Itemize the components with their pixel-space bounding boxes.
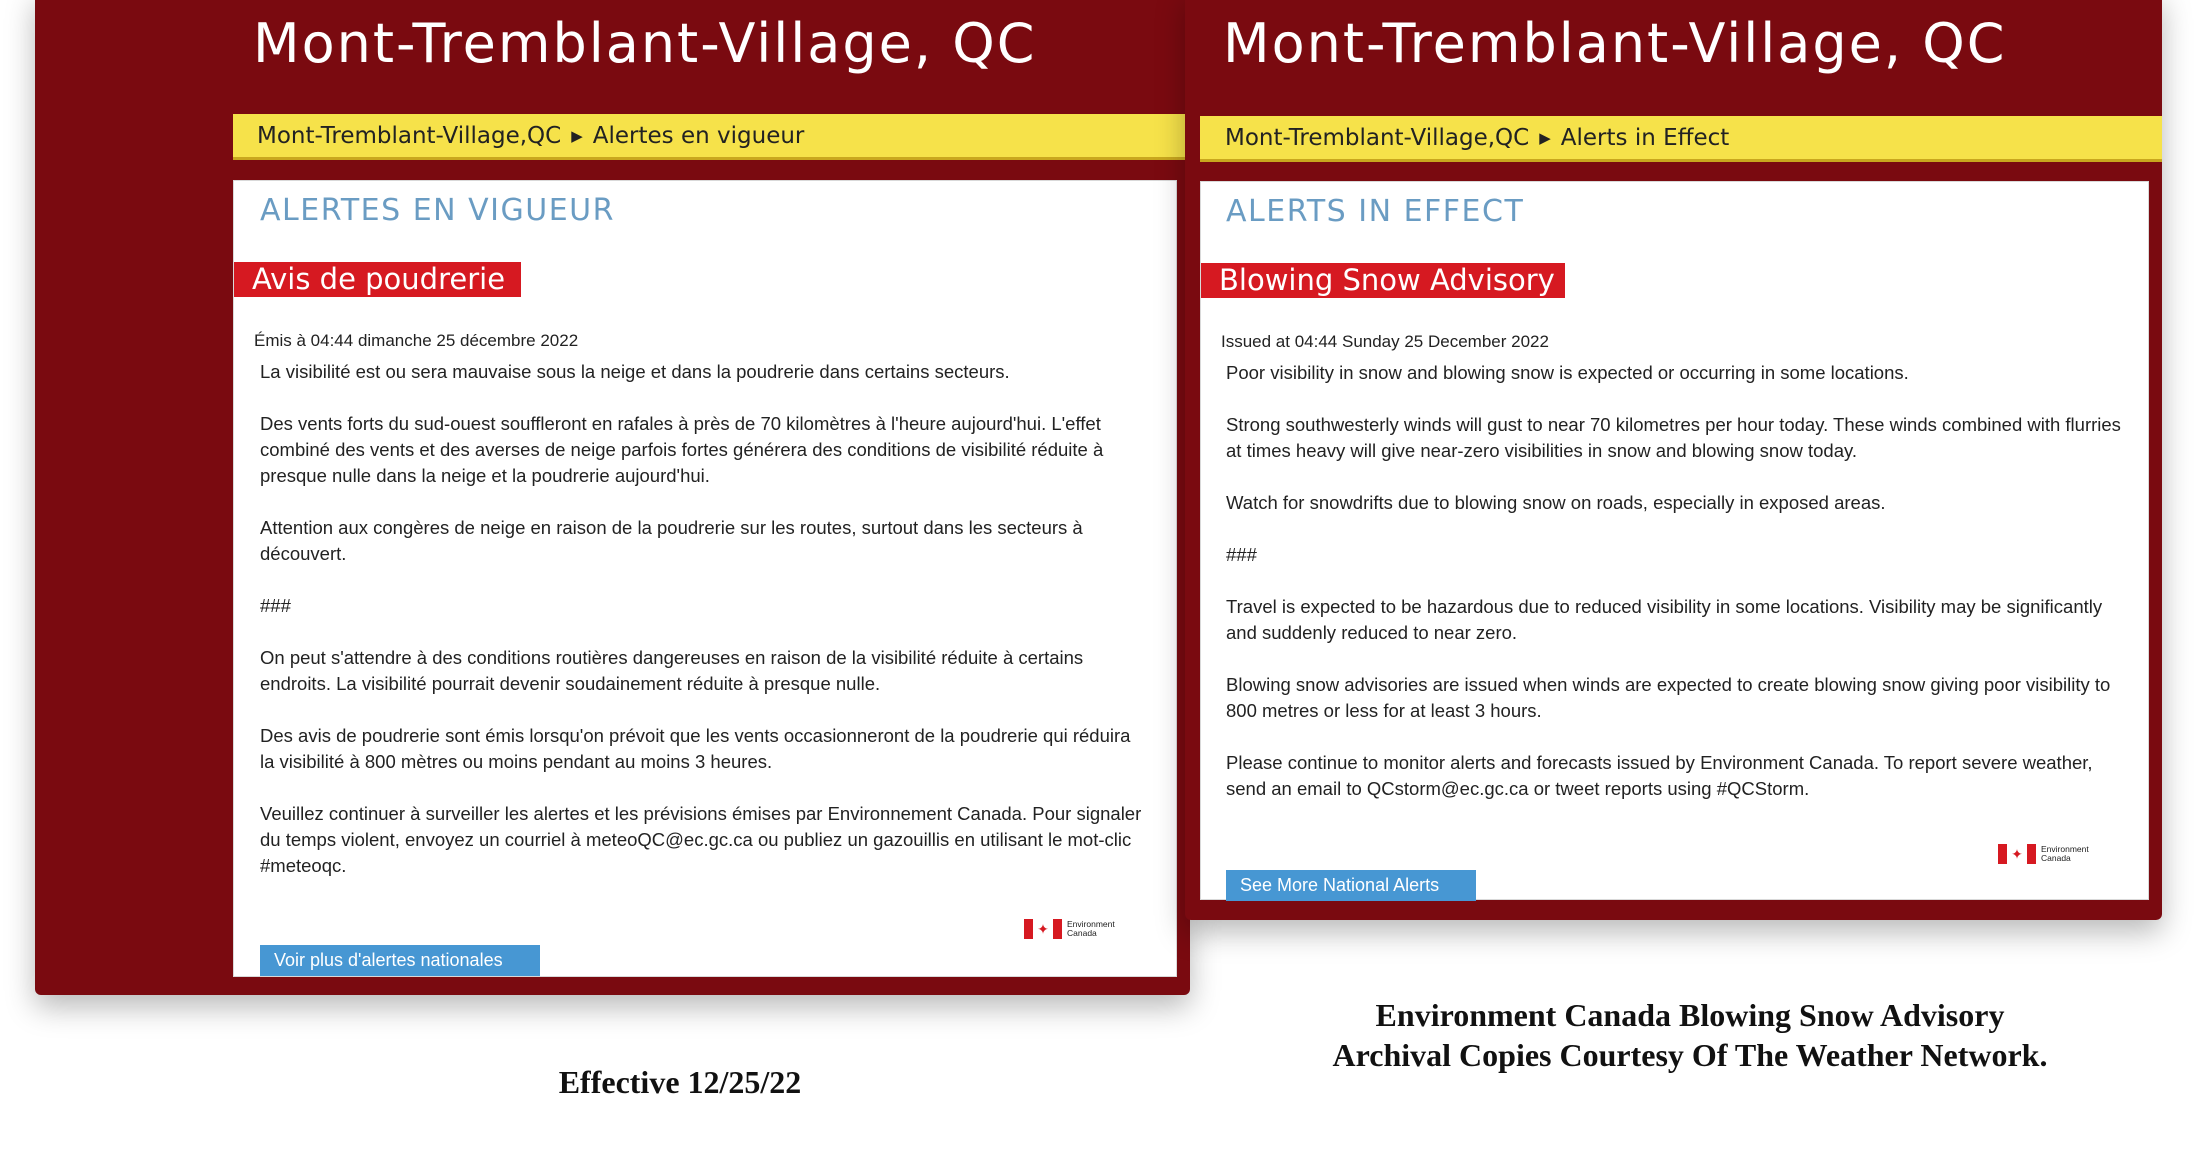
alert-paragraph: Attention aux congères de neige en raison de la poudrerie sur les routes, surtout dans les secteurs à découvert.: [260, 517, 1083, 564]
alert-paragraph: Travel is expected to be hazardous due to reduced visibility in some locations. Visibility may be significantly and suddenly reduced to near zero.: [1226, 596, 2103, 643]
issued-timestamp: Émis à 04:44 dimanche 25 décembre 2022: [254, 331, 579, 350]
alert-paragraph: ###: [260, 595, 291, 616]
alert-paragraph: Poor visibility in snow and blowing snow is expected or occurring in some locations.: [1226, 362, 1909, 383]
credit-caption-line: Archival Copies Courtesy Of The Weather Network.: [1332, 1037, 2048, 1073]
alert-paragraph: On peut s'attendre à des conditions routières dangereuses en raison de la visibilité réduite à certains endroits. La visibilité pourrait devenir soudainement réduite à presque nulle.: [260, 647, 1084, 694]
more-alerts-button[interactable]: See More National Alerts: [1226, 870, 1476, 901]
section-heading: ALERTES EN VIGUEUR: [260, 193, 615, 228]
environment-canada-logo: [1024, 919, 1115, 939]
triangle-right-icon: ▶: [1539, 128, 1551, 147]
canada-flag-icon: ✦: [1024, 919, 1062, 939]
triangle-right-icon: ▶: [571, 126, 583, 145]
logo-text: Environment: [1067, 919, 1115, 929]
alert-paragraph: Strong southwesterly winds will gust to near 70 kilometres per hour today. These winds combined with flurries at times heavy will give near-zero visibilities in snow and blowing snow today.: [1226, 414, 2121, 461]
canada-flag-icon: ✦: [1998, 844, 2036, 864]
breadcrumb-current: Alertes en vigueur: [592, 122, 805, 149]
section-heading: ALERTS IN EFFECT: [1226, 194, 1525, 229]
environment-canada-logo: [1998, 844, 2089, 864]
breadcrumb: [1200, 116, 2162, 162]
alert-paragraph: Watch for snowdrifts due to blowing snow on roads, especially in exposed areas.: [1226, 492, 1886, 513]
more-alerts-button[interactable]: Voir plus d'alertes nationales: [260, 945, 540, 976]
city-title: Mont-Tremblant-Village, QC: [253, 12, 1037, 75]
breadcrumb: [233, 114, 1190, 160]
breadcrumb-location-link[interactable]: Mont-Tremblant-Village,QC: [1225, 124, 1530, 151]
alert-panel: [1200, 181, 2149, 900]
issued-timestamp: Issued at 04:44 Sunday 25 December 2022: [1221, 332, 1549, 351]
alert-paragraph: ###: [1226, 544, 1257, 565]
alert-window-english: [1185, 0, 2162, 920]
alert-body: [260, 359, 1145, 905]
alert-window-french: [35, 0, 1190, 995]
alert-paragraph: Blowing snow advisories are issued when winds are expected to create blowing snow giving poor visibility to 800 metres or less for at least 3 hours.: [1226, 674, 2111, 721]
credit-caption-line: Environment Canada Blowing Snow Advisory: [1375, 997, 2005, 1033]
alert-title: Avis de poudrerie: [234, 262, 521, 297]
logo-text: Canada: [1067, 928, 1097, 938]
alert-title: Blowing Snow Advisory: [1201, 263, 1565, 298]
breadcrumb-location-link[interactable]: Mont-Tremblant-Village,QC: [257, 122, 562, 149]
alert-paragraph: Des vents forts du sud-ouest souffleront en rafales à près de 70 kilomètres à l'heure aujourd'hui. L'effet combiné des vents et des averses de neige parfois fortes générera des conditions de visibilité réduite à presque nulle dans la neige et la poudrerie aujourd'hui.: [260, 413, 1104, 486]
logo-text: Canada: [2041, 853, 2071, 863]
alert-paragraph: Please continue to monitor alerts and forecasts issued by Environment Canada. To report severe weather, send an email to QCstorm@ec.gc.ca or tweet reports using #QCStorm.: [1226, 752, 2093, 799]
logo-text: Environment: [2041, 844, 2089, 854]
breadcrumb-current: Alerts in Effect: [1560, 124, 1730, 151]
effective-date-caption: Effective 12/25/22: [558, 1064, 802, 1100]
alert-paragraph: Des avis de poudrerie sont émis lorsqu'on prévoit que les vents occasionneront de la poudrerie qui réduira la visibilité à 800 mètres ou moins pendant au moins 3 heures.: [260, 725, 1131, 772]
city-title: Mont-Tremblant-Village, QC: [1223, 12, 2007, 75]
alert-paragraph: La visibilité est ou sera mauvaise sous la neige et dans la poudrerie dans certains secteurs.: [260, 361, 1010, 382]
alert-panel: [233, 180, 1177, 977]
credit-caption: [1250, 995, 2130, 1075]
alert-paragraph: Veuillez continuer à surveiller les alertes et les prévisions émises par Environnement Canada. Pour signaler du temps violent, envoyez un courriel à meteoQC@ec.gc.ca ou publiez un gazouillis en utilisant le mot-clic #meteoqc.: [260, 803, 1142, 876]
alert-body: [1226, 360, 2126, 828]
